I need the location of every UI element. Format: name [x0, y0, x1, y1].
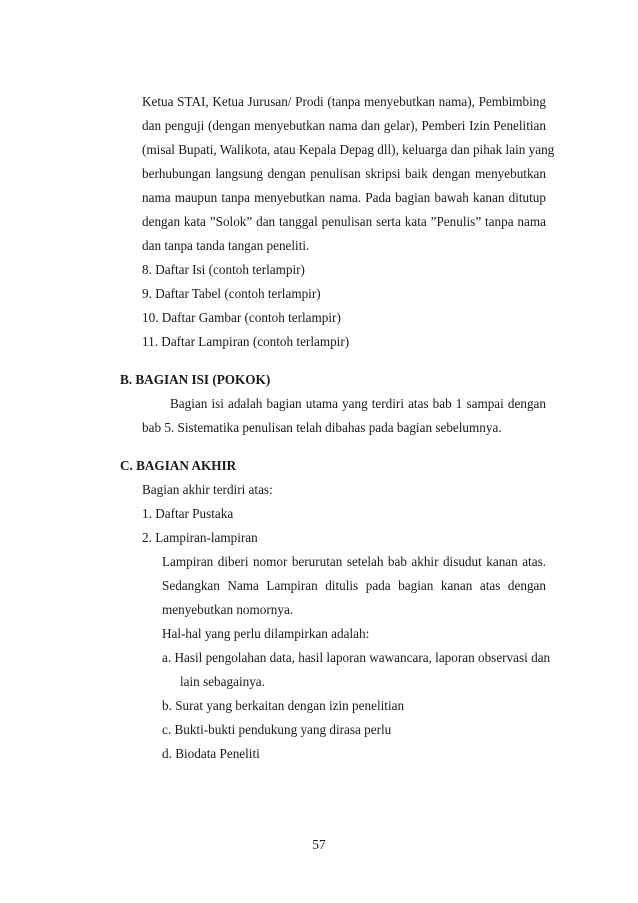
section-c-intro: Bagian akhir terdiri atas: [142, 482, 273, 497]
sub-item-d: d. Biodata Peneliti [162, 746, 260, 761]
intro-line-6: dengan kata ”Solok” dan tanggal penulisan serta kata ”Penulis” tanpa nama [142, 214, 546, 229]
intro-line-1: Ketua STAI, Ketua Jurusan/ Prodi (tanpa menyebutkan nama), Pembimbing [142, 94, 546, 109]
sub-item-a: a. Hasil pengolahan data, hasil laporan wawancara, laporan observasi dan [162, 650, 551, 665]
intro-line-7: dan tanpa tanda tangan peneliti. [142, 238, 310, 253]
list-item-daftar-tabel: 9. Daftar Tabel (contoh terlampir) [142, 286, 321, 301]
list-item-daftar-gambar: 10. Daftar Gambar (contoh terlampir) [142, 310, 341, 325]
intro-line-3: (misal Bupati, Walikota, atau Kepala Depag dll), keluarga dan pihak lain yang [142, 142, 555, 157]
lampiran-line-3: menyebutkan nomornya. [162, 602, 294, 617]
list-item-daftar-isi: 8. Daftar Isi (contoh terlampir) [142, 262, 305, 277]
lampiran-line-2: Sedangkan Nama Lampiran ditulis pada bagian kanan atas dengan [162, 578, 546, 593]
sub-item-c: c. Bukti-bukti pendukung yang dirasa perlu [162, 722, 392, 737]
section-b-line-1: Bagian isi adalah bagian utama yang terdiri atas bab 1 sampai dengan [170, 396, 546, 411]
list-item-daftar-lampiran: 11. Daftar Lampiran (contoh terlampir) [142, 334, 350, 349]
section-b-line-2: bab 5. Sistematika penulisan telah dibahas pada bagian sebelumnya. [142, 420, 502, 435]
section-c-heading: C. BAGIAN AKHIR [120, 458, 237, 473]
intro-line-4: berhubungan langsung dengan penulisan skripsi baik dengan menyebutkan [142, 166, 546, 181]
intro-line-5: nama maupun tanpa menyebutkan nama. Pada bagian bawah kanan ditutup [142, 190, 546, 205]
hal-intro: Hal-hal yang perlu dilampirkan adalah: [162, 626, 370, 641]
lampiran-line-1: Lampiran diberi nomor berurutan setelah bab akhir disudut kanan atas. [162, 554, 546, 569]
list-item-lampiran: 2. Lampiran-lampiran [142, 530, 258, 545]
sub-item-b: b. Surat yang berkaitan dengan izin penelitian [162, 698, 405, 713]
sub-item-a-continued: lain sebagainya. [180, 674, 265, 689]
intro-line-2: dan penguji (dengan menyebutkan nama dan gelar), Pemberi Izin Penelitian [142, 118, 546, 133]
page-number: 57 [312, 837, 326, 852]
list-item-daftar-pustaka: 1. Daftar Pustaka [142, 506, 234, 521]
section-b-heading: B. BAGIAN ISI (POKOK) [120, 372, 271, 387]
